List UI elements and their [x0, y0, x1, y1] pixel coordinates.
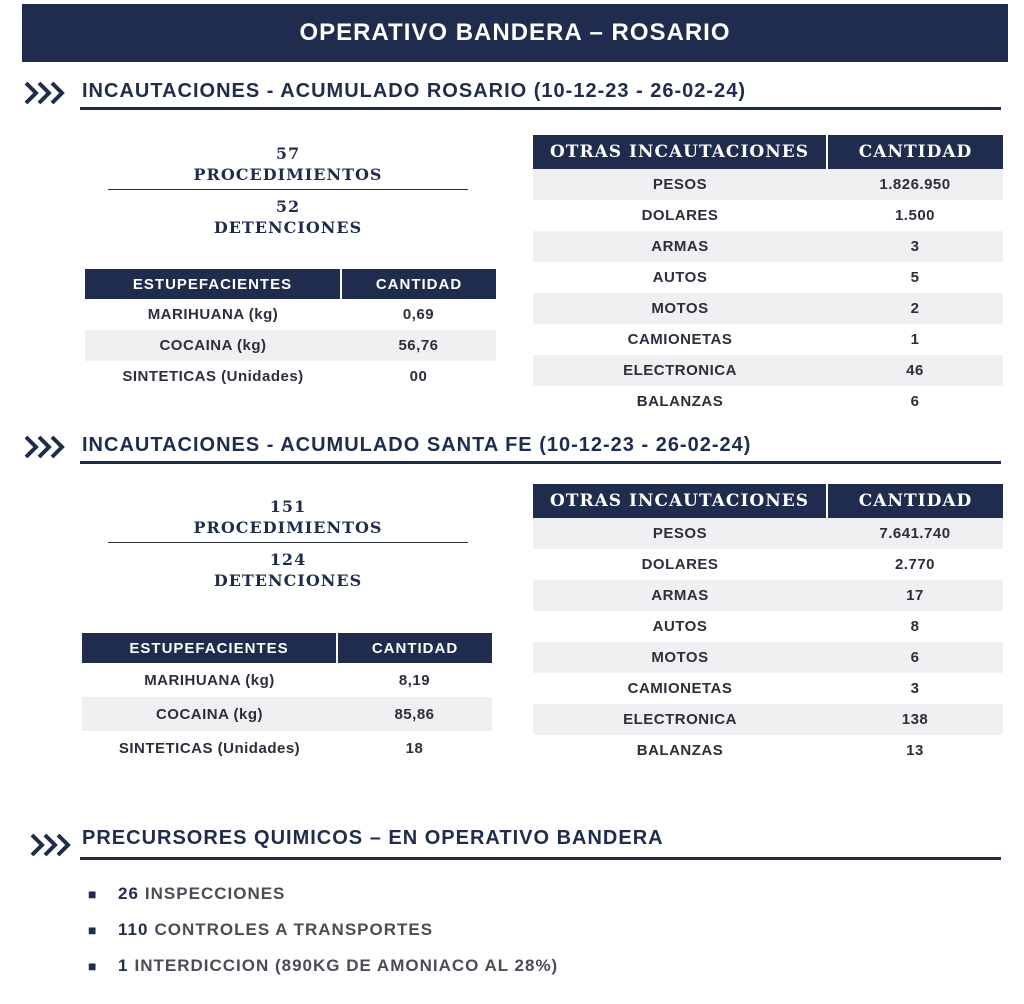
item-name: DOLARES [641, 207, 719, 224]
table-row [533, 293, 1003, 324]
item-qty: 2 [827, 293, 1003, 324]
item-qty: 138 [827, 704, 1003, 735]
item-name: BALANZAS [636, 393, 724, 410]
table-row [533, 580, 1003, 611]
detenciones-count: 52 [275, 197, 301, 216]
procedimientos-count: 57 [275, 144, 301, 163]
item-name: DOLARES [641, 556, 719, 573]
item-qty: 1 [910, 331, 920, 348]
drug-name: MARIHUANA (kg) [147, 306, 279, 323]
item-name: ARMAS [533, 231, 827, 262]
other-seizures-table-rosario [533, 135, 1003, 417]
table-row [533, 673, 1003, 704]
summary-santafe [108, 496, 468, 591]
list-item [88, 876, 558, 912]
item-name: CAMIONETAS [627, 331, 733, 348]
bullet-dot-icon: ■ [88, 922, 98, 938]
item-qty: 1.500 [894, 207, 936, 224]
section-heading-rosario [24, 78, 1001, 110]
table-row [533, 324, 1003, 355]
drug-qty: 56,76 [341, 330, 496, 361]
item-name: ARMAS [533, 580, 827, 611]
drugs-header-qty: CANTIDAD [337, 633, 492, 663]
drug-qty: 8,19 [398, 671, 431, 689]
summary-divider [108, 542, 468, 543]
drugs-header-item: ESTUPEFACIENTES [82, 633, 337, 663]
item-text: INSPECCIONES [144, 884, 286, 903]
table-row [533, 611, 1003, 642]
item-name: AUTOS [652, 269, 708, 286]
drug-name: SINTETICAS (Unidades) [122, 368, 304, 385]
item-name: BALANZAS [636, 742, 724, 759]
item-count: 26 [118, 884, 139, 903]
other-header-item: OTRAS INCAUTACIONES [533, 135, 827, 169]
table-row [533, 549, 1003, 580]
item-name: PESOS [533, 169, 827, 200]
triple-chevron-right-icon [24, 80, 70, 106]
bullet-dot-icon: ■ [88, 886, 98, 902]
other-header-qty: CANTIDAD [827, 135, 1003, 169]
other-header-item: OTRAS INCAUTACIONES [533, 484, 827, 518]
drugs-header-item: ESTUPEFACIENTES [85, 269, 341, 299]
item-qty: 13 [906, 742, 924, 759]
item-qty: 6 [910, 393, 920, 410]
drug-name: MARIHUANA (kg) [144, 671, 275, 689]
table-row [82, 731, 492, 765]
summary-divider [108, 189, 468, 190]
table-row [533, 704, 1003, 735]
section-heading-label: PRECURSORES QUIMICOS – EN OPERATIVO BANDERA [82, 827, 664, 849]
drug-qty: 85,86 [337, 697, 492, 731]
precursores-list [88, 876, 558, 984]
item-name: MOTOS [533, 293, 827, 324]
item-name: AUTOS [652, 618, 708, 635]
item-name: PESOS [533, 518, 827, 549]
item-qty: 1.826.950 [827, 169, 1003, 200]
item-qty: 8 [910, 618, 920, 635]
drug-name: COCAINA (kg) [82, 697, 337, 731]
drug-qty: 0,69 [402, 306, 435, 323]
table-row [533, 518, 1003, 549]
page-title: OPERATIVO BANDERA – ROSARIO [22, 4, 1008, 62]
section-rule [80, 857, 1001, 860]
drug-name: COCAINA (kg) [85, 330, 341, 361]
section-rule [80, 107, 1001, 110]
section-rule [80, 461, 1001, 464]
table-row [533, 200, 1003, 231]
other-seizures-table-santafe [533, 484, 1003, 766]
item-qty: 6 [827, 642, 1003, 673]
drug-qty: 18 [405, 739, 424, 757]
drugs-table-santafe [82, 633, 492, 765]
detenciones-count: 124 [269, 550, 307, 569]
item-name: ELECTRONICA [533, 704, 827, 735]
detenciones-label: DETENCIONES [213, 571, 363, 590]
item-name: CAMIONETAS [627, 680, 733, 697]
bullet-dot-icon: ■ [88, 958, 98, 974]
item-name: ELECTRONICA [533, 355, 827, 386]
section-heading-precursores [24, 825, 1001, 857]
item-qty: 46 [827, 355, 1003, 386]
procedimientos-label: PROCEDIMIENTOS [193, 165, 383, 184]
item-qty: 7.641.740 [827, 518, 1003, 549]
item-qty: 5 [910, 269, 920, 286]
table-row [533, 386, 1003, 417]
other-header-qty: CANTIDAD [827, 484, 1003, 518]
table-row [533, 735, 1003, 766]
section-heading-label: INCAUTACIONES - ACUMULADO SANTA FE (10-12-23 - 26-02-24) [82, 434, 752, 456]
table-row [85, 361, 496, 392]
drug-name: SINTETICAS (Unidades) [118, 739, 301, 757]
list-item [88, 948, 558, 984]
item-count: 110 [118, 920, 149, 939]
detenciones-label: DETENCIONES [213, 218, 363, 237]
triple-chevron-right-icon [30, 832, 76, 858]
item-name: MOTOS [533, 642, 827, 673]
section-heading-santafe [24, 432, 1001, 464]
procedimientos-count: 151 [269, 497, 307, 516]
table-row [533, 355, 1003, 386]
item-qty: 17 [827, 580, 1003, 611]
triple-chevron-right-icon [24, 434, 70, 460]
table-row [533, 262, 1003, 293]
table-row [85, 330, 496, 361]
drug-qty: 00 [409, 368, 428, 385]
table-row [533, 642, 1003, 673]
table-row [533, 231, 1003, 262]
list-item [88, 912, 558, 948]
item-text: INTERDICCION (890KG DE AMONIACO AL 28%) [134, 956, 559, 975]
section-heading-label: INCAUTACIONES - ACUMULADO ROSARIO (10-12-23 - 26-02-24) [82, 80, 746, 102]
item-qty: 3 [827, 231, 1003, 262]
item-count: 1 [118, 956, 129, 975]
item-text: CONTROLES A TRANSPORTES [154, 920, 434, 939]
table-row [533, 169, 1003, 200]
drugs-table-rosario [85, 269, 496, 392]
item-qty: 3 [910, 680, 920, 697]
drugs-header-qty: CANTIDAD [341, 269, 496, 299]
item-qty: 2.770 [894, 556, 936, 573]
table-row [82, 663, 492, 697]
summary-rosario [108, 143, 468, 238]
procedimientos-label: PROCEDIMIENTOS [193, 518, 383, 537]
table-row [85, 299, 496, 330]
table-row [82, 697, 492, 731]
